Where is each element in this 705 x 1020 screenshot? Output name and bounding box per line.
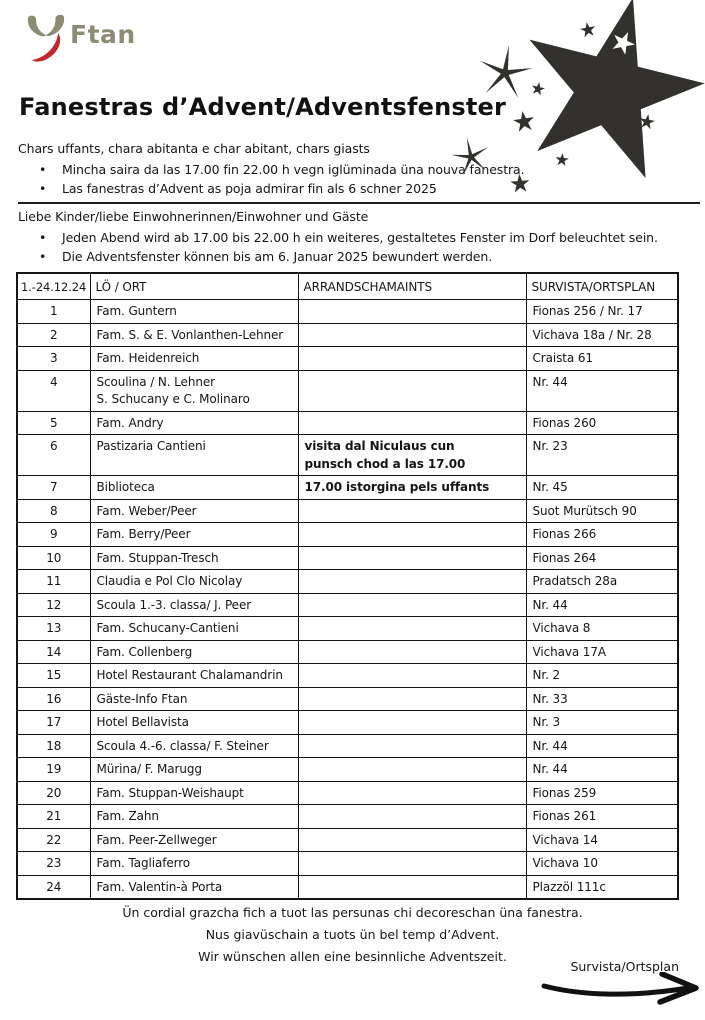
cell-arrangement [298,617,526,641]
table-row [17,687,678,711]
cell-map-ref: Nr. 44 [526,370,678,411]
cell-day: 1 [17,300,90,324]
col-header-ort: LÖ / ORT [90,273,298,300]
cell-ort: Claudia e Pol Clo Nicolay [90,570,298,594]
cell-arrangement [298,852,526,876]
table-row [17,664,678,688]
footer-line: Ün cordial grazcha fich a tuot las persunas chi decoreschan üna fanestra. [122,905,583,920]
cell-arrangement [298,828,526,852]
cell-arrangement [298,875,526,899]
cell-map-ref: Nr. 3 [526,711,678,735]
cell-ort: Hotel Restaurant Chalamandrin [90,664,298,688]
cell-map-ref: Nr. 44 [526,593,678,617]
cell-day: 18 [17,734,90,758]
cell-ort: Fam. Heidenreich [90,347,298,371]
cell-map-ref: Nr. 2 [526,664,678,688]
table-row [17,435,678,476]
table-row [17,875,678,899]
table-row [17,758,678,782]
cell-ort: Hotel Bellavista [90,711,298,735]
survista-ortsplan-link[interactable]: Survista/Ortsplan [570,959,679,974]
cell-arrangement [298,347,526,371]
cell-ort: Scoulina / N. Lehner S. Schucany e C. Molinaro [90,370,298,411]
cell-arrangement [298,323,526,347]
cell-map-ref: Plazzöl 111c [526,875,678,899]
cell-ort: Fam. Zahn [90,805,298,829]
col-header-arrangements: ARRANDSCHAMAINTS [298,273,526,300]
table-row [17,828,678,852]
cell-day: 11 [17,570,90,594]
table-row [17,711,678,735]
cell-map-ref: Vichava 10 [526,852,678,876]
section-divider [18,202,700,204]
cell-arrangement [298,805,526,829]
cell-day: 21 [17,805,90,829]
cell-day: 23 [17,852,90,876]
cell-map-ref: Nr. 44 [526,734,678,758]
cell-day: 13 [17,617,90,641]
cell-day: 17 [17,711,90,735]
cell-day: 24 [17,875,90,899]
romansh-bullet-list [18,160,700,198]
cell-map-ref: Fionas 256 / Nr. 17 [526,300,678,324]
table-row [17,617,678,641]
cell-ort: Biblioteca [90,476,298,500]
cell-map-ref: Nr. 33 [526,687,678,711]
table-header-row [17,273,678,300]
cell-ort: Pastizaria Cantieni [90,435,298,476]
table-row [17,300,678,324]
cell-arrangement [298,781,526,805]
table-row [17,781,678,805]
cell-map-ref: Craista 61 [526,347,678,371]
table-row [17,734,678,758]
cell-arrangement [298,758,526,782]
cell-ort: Fam. Stuppan-Weishaupt [90,781,298,805]
romansh-greeting: Chars uffants, chara abitanta e char abitant, chars giasts [18,141,370,156]
cell-arrangement [298,734,526,758]
table-row [17,523,678,547]
table-row [17,411,678,435]
cell-map-ref: Nr. 45 [526,476,678,500]
table-row [17,323,678,347]
table-row [17,499,678,523]
cell-ort: Fam. Weber/Peer [90,499,298,523]
cell-ort: Scoula 1.-3. classa/ J. Peer [90,593,298,617]
cell-ort: Fam. Andry [90,411,298,435]
cell-ort: Fam. Collenberg [90,640,298,664]
advent-table-body [17,300,678,900]
col-header-date: 1.-24.12.24 [17,273,90,300]
cell-ort: Scoula 4.-6. classa/ F. Steiner [90,734,298,758]
cell-day: 16 [17,687,90,711]
table-row [17,593,678,617]
cell-map-ref: Fionas 266 [526,523,678,547]
bullet-item: • Die Adventsfenster können bis am 6. Januar 2025 bewundert werden. [18,247,700,266]
cell-arrangement [298,711,526,735]
cell-ort: Fam. Peer-Zellweger [90,828,298,852]
cell-ort: Fam. Valentin-à Porta [90,875,298,899]
cell-ort: Fam. Tagliaferro [90,852,298,876]
table-row [17,852,678,876]
table-row [17,347,678,371]
cell-arrangement: 17.00 istorgina pels uffants [298,476,526,500]
ftan-logo-text: Ftan [70,20,136,49]
cell-day: 9 [17,523,90,547]
ftan-logo [27,14,136,62]
bullet-item: • Jeden Abend wird ab 17.00 bis 22.00 h ein weiteres, gestaltetes Fenster im Dorf beleuchtet sein. [18,228,700,247]
cell-day: 8 [17,499,90,523]
cell-ort: Fam. Stuppan-Tresch [90,546,298,570]
cell-day: 3 [17,347,90,371]
cell-map-ref: Vichava 17A [526,640,678,664]
cell-ort: Fam. Schucany-Cantieni [90,617,298,641]
table-row [17,546,678,570]
table-row [17,370,678,411]
cell-day: 15 [17,664,90,688]
cell-day: 4 [17,370,90,411]
cell-ort: Fam. S. & E. Vonlanthen-Lehner [90,323,298,347]
cell-arrangement [298,593,526,617]
right-arrow-icon [538,972,703,1006]
cell-map-ref: Nr. 23 [526,435,678,476]
bullet-item: • Las fanestras d’Advent as poja admirar fin als 6 schner 2025 [18,179,700,198]
cell-map-ref: Nr. 44 [526,758,678,782]
cell-map-ref: Pradatsch 28a [526,570,678,594]
cell-arrangement [298,687,526,711]
cell-day: 14 [17,640,90,664]
cell-map-ref: Fionas 264 [526,546,678,570]
cell-day: 20 [17,781,90,805]
cell-arrangement [298,664,526,688]
cell-arrangement [298,546,526,570]
cell-arrangement [298,300,526,324]
table-row [17,476,678,500]
advent-windows-table [16,272,679,900]
cell-ort: Fam. Guntern [90,300,298,324]
cell-arrangement [298,411,526,435]
german-bullet-list [18,228,700,266]
bullet-item: • Mincha saira da las 17.00 fin 22.00 h vegn iglüminada üna nouva fanestra. [18,160,700,179]
cell-ort: Mürina/ F. Marugg [90,758,298,782]
cell-ort: Fam. Berry/Peer [90,523,298,547]
cell-day: 5 [17,411,90,435]
cell-arrangement [298,370,526,411]
cell-arrangement: visita dal Niculaus cun punsch chod a las 17.00 [298,435,526,476]
cell-map-ref: Vichava 8 [526,617,678,641]
cell-arrangement [298,523,526,547]
cell-map-ref: Fionas 259 [526,781,678,805]
cell-arrangement [298,570,526,594]
page-title: Fanestras d’Advent/Adventsfenster [19,93,507,121]
cell-ort: Gäste-Info Ftan [90,687,298,711]
ibex-horns-icon [27,14,65,62]
cell-day: 2 [17,323,90,347]
footer-line: Nus giavüschain a tuots ün bel temp d’Advent. [205,927,500,942]
cell-day: 7 [17,476,90,500]
cell-arrangement [298,499,526,523]
table-row [17,805,678,829]
cell-day: 6 [17,435,90,476]
cell-map-ref: Suot Murütsch 90 [526,499,678,523]
table-row [17,570,678,594]
cell-map-ref: Fionas 260 [526,411,678,435]
cell-arrangement [298,640,526,664]
cell-day: 10 [17,546,90,570]
cell-map-ref: Fionas 261 [526,805,678,829]
cell-day: 12 [17,593,90,617]
footer-line: Wir wünschen allen eine besinnliche Adventszeit. [198,949,507,964]
col-header-map: SURVISTA/ORTSPLAN [526,273,678,300]
cell-day: 19 [17,758,90,782]
table-row [17,640,678,664]
german-greeting: Liebe Kinder/liebe Einwohnerinnen/Einwohner und Gäste [18,209,369,224]
intro-section [18,139,700,266]
cell-day: 22 [17,828,90,852]
cell-map-ref: Vichava 18a / Nr. 28 [526,323,678,347]
cell-map-ref: Vichava 14 [526,828,678,852]
